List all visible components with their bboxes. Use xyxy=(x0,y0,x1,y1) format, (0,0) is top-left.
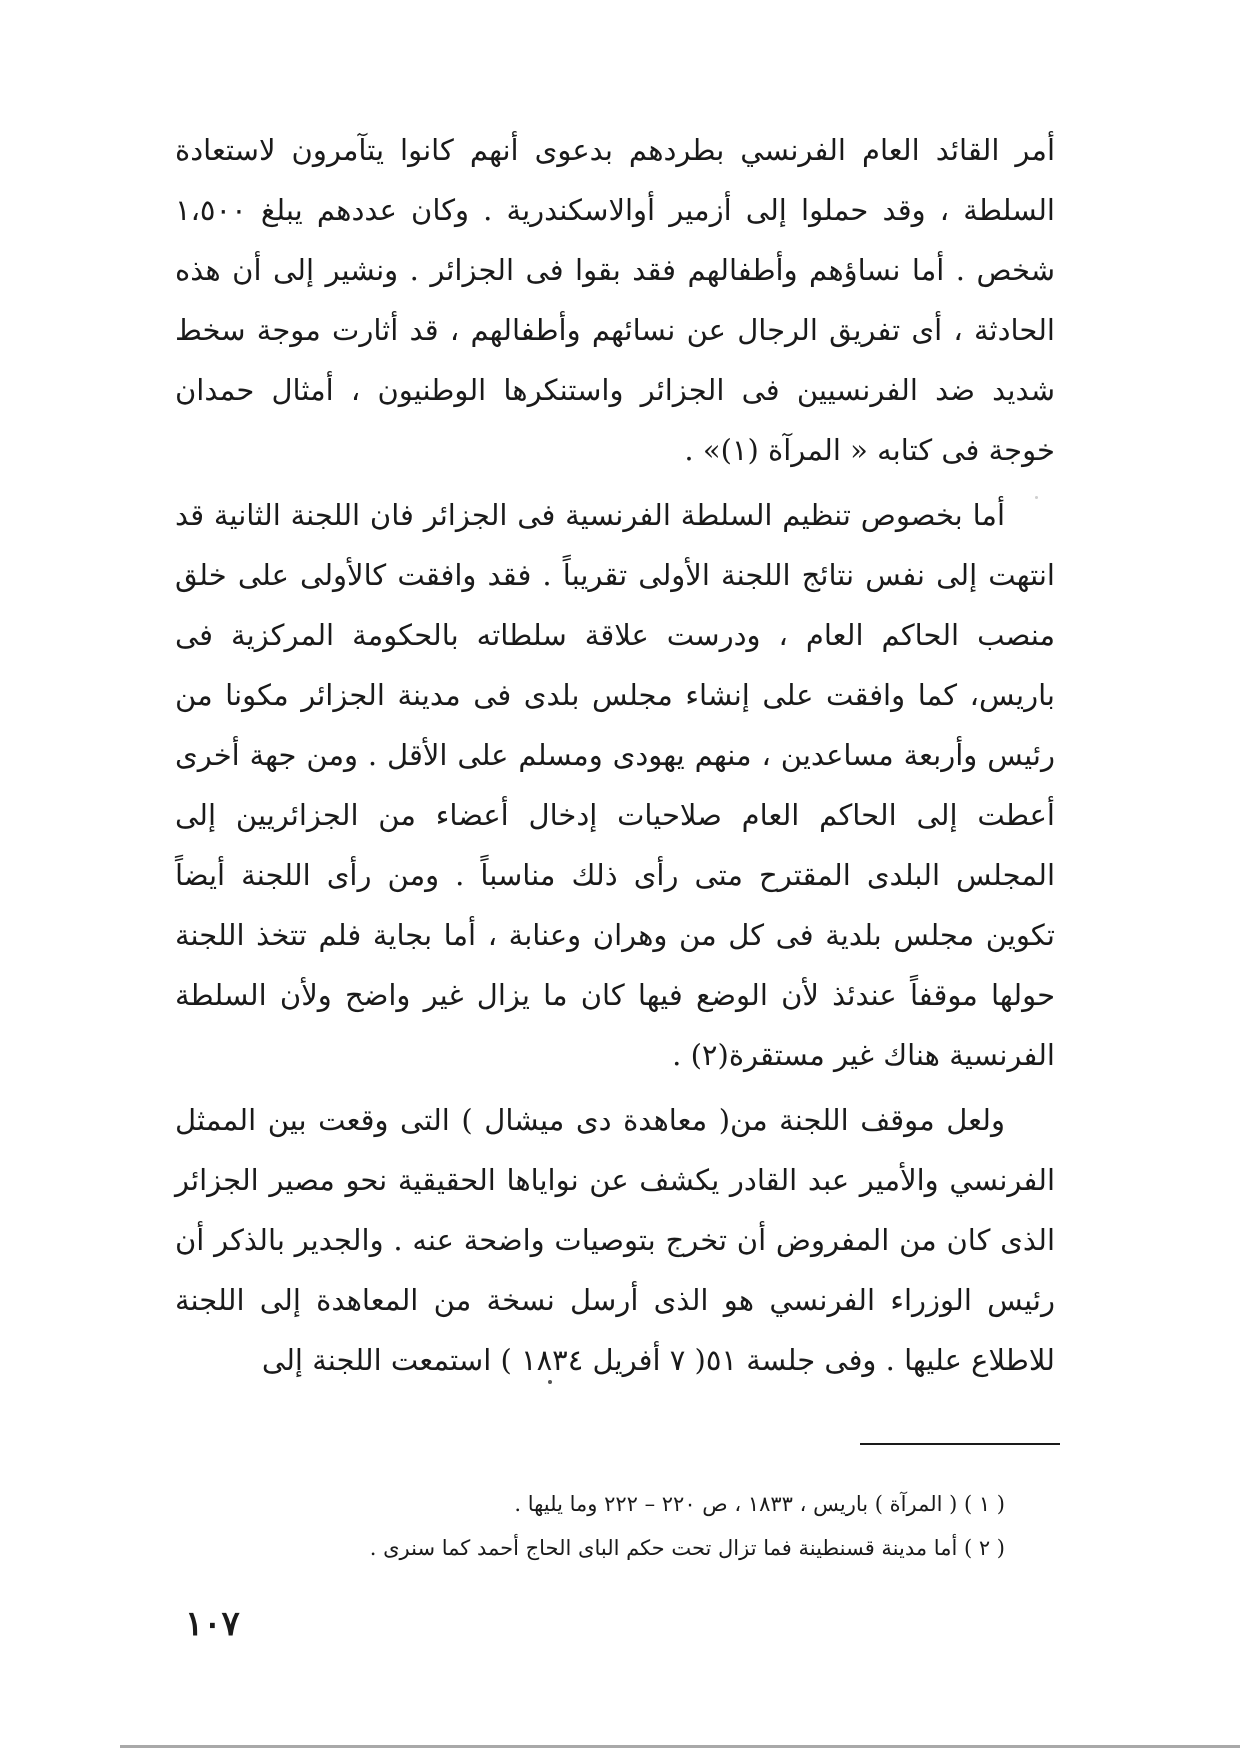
body-paragraph-3 xyxy=(175,1090,1055,1390)
footnote-2: ( ٢ ) أما مدينة قسنطينة فما تزال تحت حكم الباى الحاج أحمد كما سنرى . xyxy=(369,1536,1005,1560)
footnotes xyxy=(175,1482,1005,1570)
body-paragraph-1 xyxy=(175,120,1055,480)
footnote-divider xyxy=(860,1443,1060,1445)
paragraph-text: ولعل موقف اللجنة من( معاهدة دى ميشال ) التى وقعت بين الممثل الفرنسي والأمير عبد القادر يكشف عن نواياها الحقيقية نحو مصير الجزائر الذى كان من المفروض أن تخرج بتوصيات واضحة عنه . والجدير بالذكر أن رئيس الوزراء الفرنسي هو الذى أرسل نسخة من المعاهدة إلى اللجنة للاطلاع عليها . وفى جلسة ٥١( ٧ أفريل ١٨٣٤ ) استمعت اللجنة إلى xyxy=(175,1103,1055,1377)
page-number: ١٠٧ xyxy=(185,1604,240,1644)
page-bottom-edge xyxy=(120,1745,1240,1748)
print-speck xyxy=(548,1380,552,1384)
footnote-1: ( ١ ) ( المرآة ) باريس ، ١٨٣٣ ، ص ٢٢٠ – ٢٢٢ وما يليها . xyxy=(514,1492,1005,1516)
body-paragraph-2 xyxy=(175,485,1055,1085)
paragraph-text: أمر القائد العام الفرنسي بطردهم بدعوى أنهم كانوا يتآمرون لاستعادة السلطة ، وقد حملوا إلى أزمير أوالاسكندرية . وكان عددهم يبلغ ١،٥٠٠ شخص . أما نساؤهم وأطفالهم فقد بقوا فى الجزائر . ونشير إلى أن هذه الحادثة ، أى تفريق الرجال عن نسائهم وأطفالهم ، قد أثارت موجة سخط شديد ضد الفرنسيين فى الجزائر واستنكرها الوطنيون ، أمثال حمدان خوجة فى كتابه « المرآة (١)» . xyxy=(175,133,1055,467)
paragraph-text: أما بخصوص تنظيم السلطة الفرنسية فى الجزائر فان اللجنة الثانية قد انتهت إلى نفس نتائج اللجنة الأولى تقريباً . فقد وافقت كالأولى على خلق منصب الحاكم العام ، ودرست علاقة سلطاته بالحكومة المركزية فى باريس، كما وافقت على إنشاء مجلس بلدى فى مدينة الجزائر مكونا من رئيس وأربعة مساعدين ، منهم يهودى ومسلم على الأقل . ومن جهة أخرى أعطت إلى الحاكم العام صلاحيات إدخال أعضاء من الجزائريين إلى المجلس البلدى المقترح متى رأى ذلك مناسباً . ومن رأى اللجنة أيضاً تكوين مجلس بلدية فى كل من وهران وعنابة ، أما بجاية فلم تتخذ اللجنة حولها موقفاً عندئذ لأن الوضع فيها كان ما يزال غير واضح ولأن السلطة الفرنسية هناك غير مستقرة(٢) . xyxy=(175,498,1055,1072)
